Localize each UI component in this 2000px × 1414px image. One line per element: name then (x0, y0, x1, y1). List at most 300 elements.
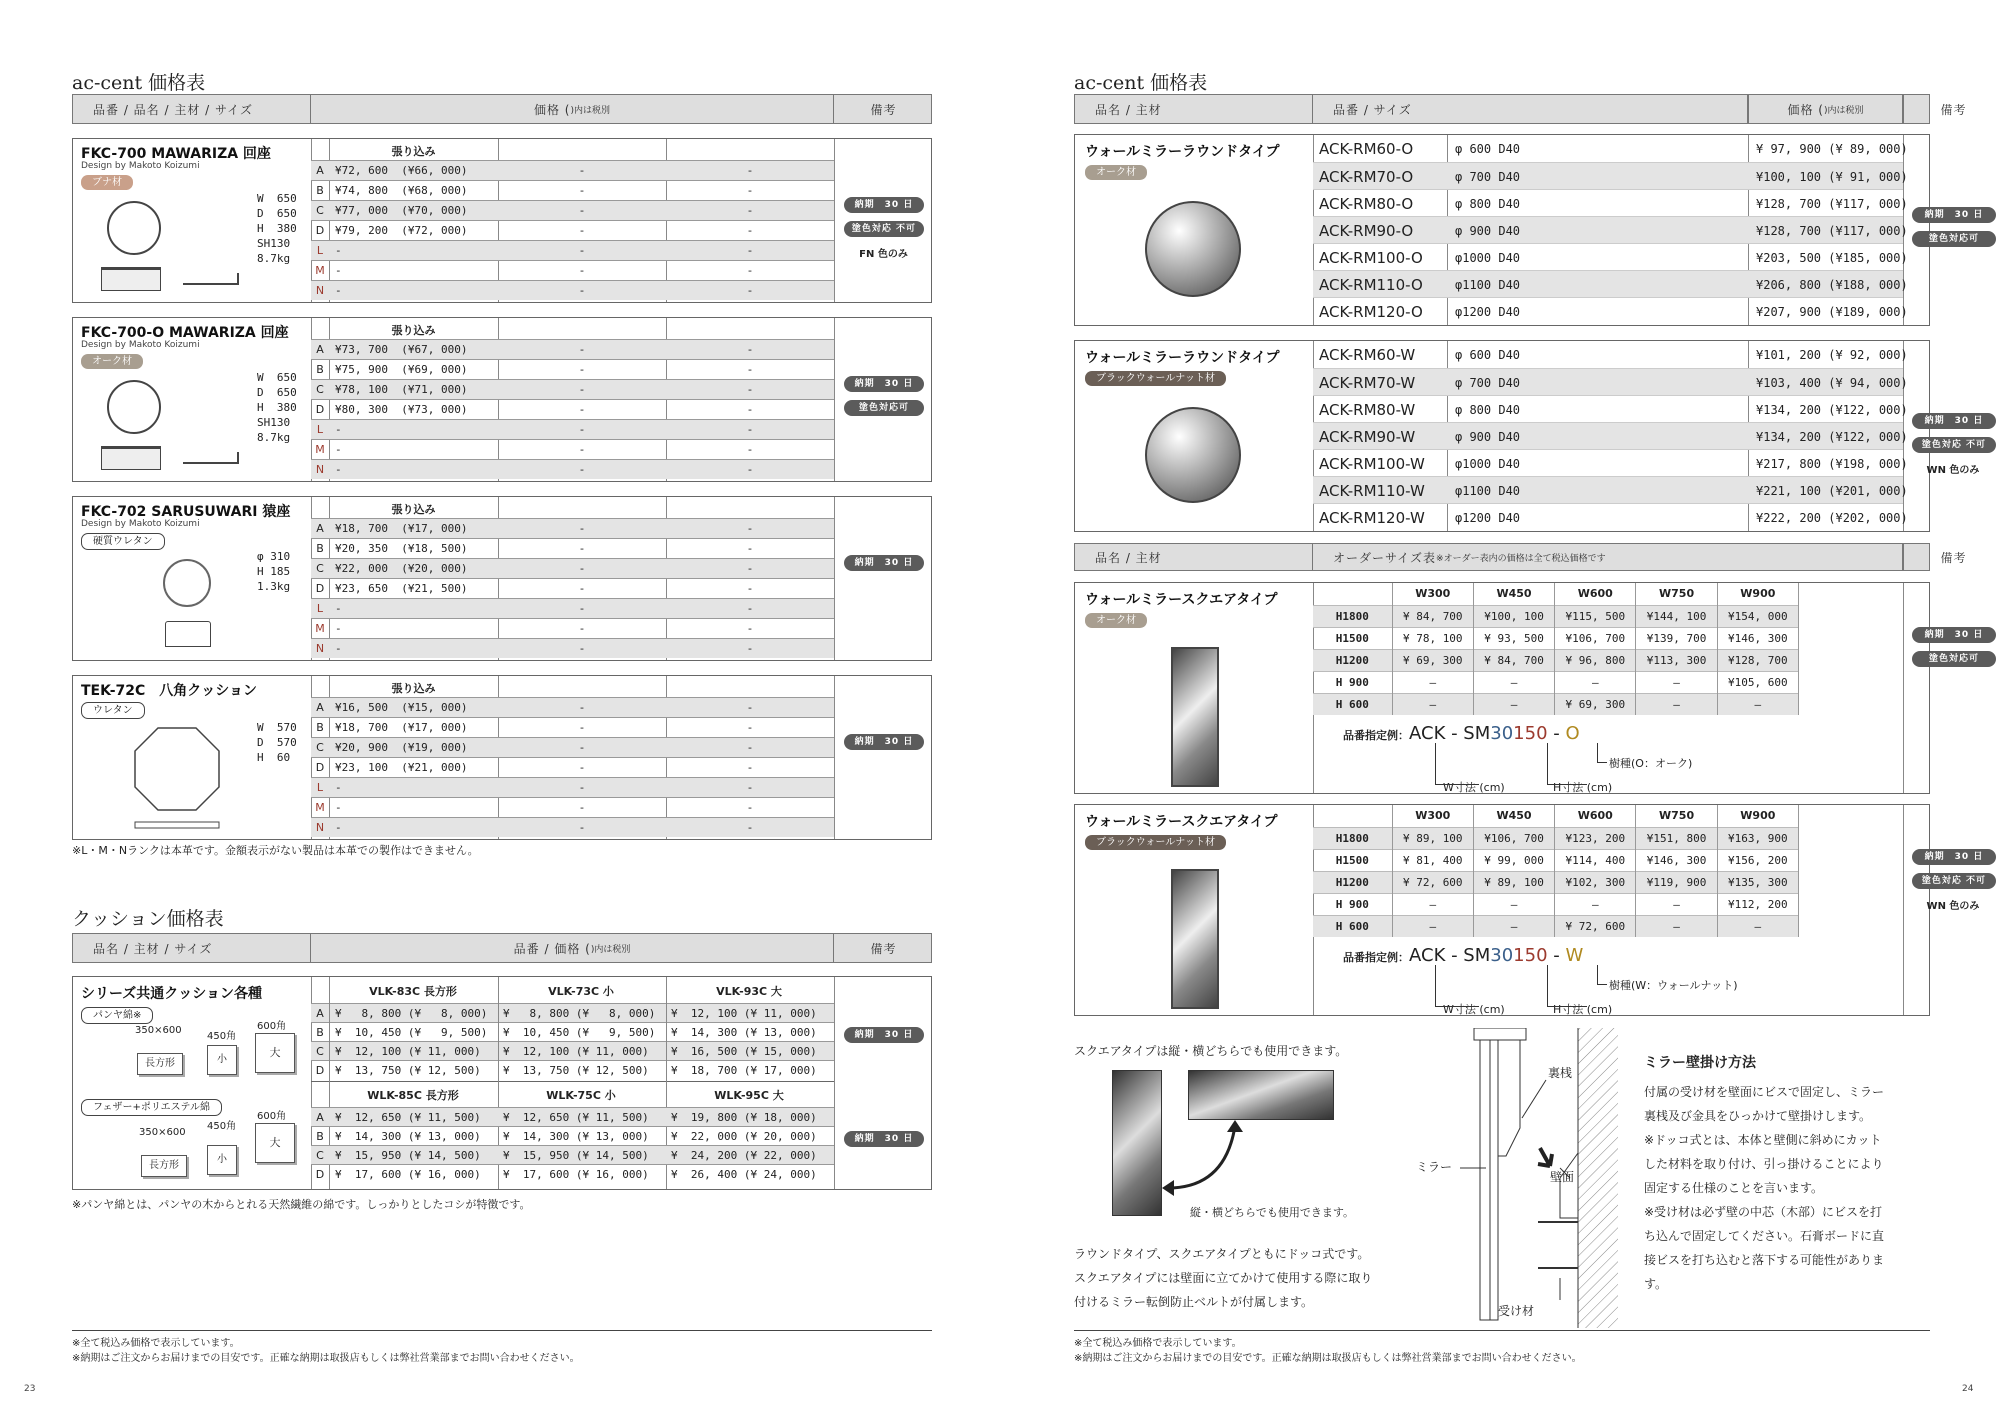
note-pill: 塗色対応 不可 (1912, 437, 1996, 453)
mirror-row (1313, 270, 1908, 297)
right-table-header (1074, 94, 1967, 124)
order-price: – (1473, 893, 1554, 915)
mirror-row (1313, 368, 1908, 395)
r-header-col-item: 品名 / 主材 (1075, 95, 1313, 123)
empty-price: - (580, 443, 584, 456)
cushion-price: ¥ 16, 500 (¥ 15, 000) (671, 1045, 817, 1058)
price-value: - (335, 821, 342, 834)
rank-label: A (316, 164, 324, 177)
divider (834, 139, 835, 302)
empty-price: - (580, 363, 584, 376)
rank-label: A (316, 701, 324, 714)
price-value: ¥77, 000 (¥70, 000) (335, 204, 468, 217)
hang-line-6: ※受け材は必ず壁の中芯（木部）にビスを打 (1644, 1205, 1883, 1219)
mirror-size: φ1000 D40 (1455, 457, 1521, 471)
material-tag: ブラックウォールナット材 (1085, 371, 1226, 386)
order-price: – (1392, 893, 1473, 915)
empty-price: - (748, 582, 752, 595)
corner-cell (1313, 805, 1392, 827)
empty-price: - (748, 164, 752, 177)
order-row (1313, 893, 1799, 915)
mirror-row (1313, 341, 1908, 368)
cushion-col-head: VLK-83C 長方形 (369, 985, 457, 998)
empty-price: - (748, 343, 752, 356)
price-value: ¥75, 900 (¥69, 000) (335, 363, 468, 376)
mirror-name: ウォールミラーラウンドタイプ (1085, 350, 1280, 366)
cushion-row (311, 1126, 834, 1145)
order-price: ¥ 93, 500 (1473, 627, 1554, 649)
r-header-col-code: 品番 / サイズ (1313, 95, 1748, 123)
empty-price: - (580, 164, 584, 177)
price-row (311, 200, 834, 220)
cushion-price: ¥ 14, 300 (¥ 13, 000) (335, 1130, 481, 1143)
price-value: - (335, 781, 342, 794)
example-wood: O (1565, 723, 1580, 744)
mirror-row (1313, 162, 1908, 189)
order-price: – (1717, 693, 1798, 715)
order-price: ¥139, 700 (1636, 627, 1717, 649)
part-number-example (1343, 945, 1583, 966)
cushion-price: ¥ 22, 000 (¥ 20, 000) (671, 1130, 817, 1143)
empty-price: - (580, 383, 584, 396)
cushion-price: ¥ 13, 750 (¥ 12, 500) (503, 1064, 649, 1077)
price-row (311, 160, 834, 180)
product-name: FKC-700 MAWARIZA 回座 (81, 146, 271, 162)
empty-price: - (748, 363, 752, 376)
price-value: - (335, 463, 342, 476)
price-row (311, 558, 834, 578)
cushion-price: ¥ 24, 200 (¥ 22, 000) (671, 1149, 817, 1162)
mirror-horizontal (1188, 1070, 1334, 1120)
price-value: - (335, 622, 342, 635)
empty-price: - (748, 522, 752, 535)
note-pill: 納期 30 日 (844, 734, 924, 750)
rank-label: C (316, 383, 324, 396)
price-row (311, 180, 834, 200)
empty-price: - (748, 383, 752, 396)
size-600: 600角 (257, 1021, 287, 1032)
hang-line-1: 付属の受け材を壁面にビスで固定し、ミラー (1644, 1085, 1885, 1099)
price-row (311, 737, 834, 757)
order-size-table (1313, 583, 1799, 715)
order-price: – (1555, 671, 1636, 693)
cushion-price: ¥ 8, 800 (¥ 8, 000) (335, 1007, 488, 1020)
price-row (311, 518, 834, 538)
right-footer-rule (1074, 1330, 1930, 1331)
product-block (72, 138, 932, 303)
example-w-label: W寸法 (cm) (1443, 1003, 1505, 1016)
stool-front-view (165, 621, 211, 647)
chair-front-view (101, 267, 161, 291)
order-price: ¥ 78, 100 (1392, 627, 1473, 649)
order-price: ¥146, 300 (1717, 627, 1798, 649)
mirror-price: ¥128, 700 (¥117, 000) (1756, 224, 1908, 238)
rank-label: C (316, 1149, 324, 1162)
example-wood-label: 樹種(W：ウォールナット) (1609, 979, 1738, 992)
mirror-code: ACK-RM60-W (1319, 346, 1416, 364)
price-row (311, 538, 834, 558)
empty-price: - (580, 602, 584, 615)
order-row (1313, 827, 1799, 849)
wood-leader (1597, 743, 1607, 763)
size-350x600: 350×600 (135, 1025, 182, 1036)
square-use-text: スクエアタイプは縦・横どちらでも使用できます。 (1074, 1044, 1348, 1058)
order-price: ¥163, 900 (1717, 827, 1798, 849)
width-head: W600 (1555, 583, 1636, 605)
empty-price: - (748, 204, 752, 217)
mirror-code: ACK-RM70-W (1319, 374, 1416, 392)
cushion-col-head: WLK-85C 長方形 (367, 1089, 459, 1102)
round-mirror-image (1145, 407, 1241, 503)
note-pill: 納期 30 日 (1912, 413, 1996, 429)
empty-price: - (580, 522, 584, 535)
empty-price: - (748, 244, 752, 257)
mirror-size: φ1200 D40 (1455, 305, 1521, 319)
height-head: H1200 (1313, 649, 1392, 671)
material-tag: ブナ材 (81, 175, 133, 190)
cushion-block (72, 976, 932, 1190)
pillow-small-2: 小 (207, 1145, 237, 1175)
note-text: WN 色のみ (1926, 901, 1980, 912)
cushion-price: ¥ 10, 450 (¥ 9, 500) (503, 1026, 656, 1039)
note-pill: 塗色対応 不可 (844, 221, 924, 237)
left-title: ac-cent 価格表 (72, 72, 206, 94)
price-row (311, 638, 834, 658)
order-row (1313, 849, 1799, 871)
dokko-line-2: スクエアタイプには壁面に立てかけて使用する際に取り (1074, 1271, 1373, 1285)
header-price-label: 価格 ( (533, 102, 571, 117)
order-price: ¥ 72, 600 (1392, 871, 1473, 893)
price-value: ¥72, 600 (¥66, 000) (335, 164, 468, 177)
empty-price: - (748, 423, 752, 436)
hang-text (1644, 1080, 1884, 1296)
dokko-line-1: ラウンドタイプ、スクエアタイプともにドッコ式です。 (1074, 1247, 1370, 1261)
dokko-line-3: 付けるミラー転倒防止ベルトが付属します。 (1074, 1295, 1314, 1309)
order-price: – (1555, 893, 1636, 915)
empty-price: - (748, 463, 752, 476)
size-450-2: 450角 (207, 1121, 237, 1132)
order-price: – (1636, 893, 1717, 915)
header-col-price (311, 95, 834, 123)
chair-top-view (107, 380, 161, 434)
cushion-price: ¥ 26, 400 (¥ 24, 000) (671, 1168, 817, 1181)
empty-price: - (748, 741, 752, 754)
mirror-code: ACK-RM120-O (1319, 303, 1423, 321)
empty-price: - (580, 801, 584, 814)
rank-label: D (315, 761, 325, 774)
stool-top-view (163, 559, 211, 607)
mirror-size: φ 700 D40 (1455, 170, 1521, 184)
width-head: W300 (1392, 805, 1473, 827)
example-height: 150 (1513, 945, 1548, 966)
material-tag: オーク材 (81, 354, 143, 369)
order-price: ¥ 84, 700 (1473, 649, 1554, 671)
hang-title: ミラー壁掛け方法 (1644, 1055, 1756, 1071)
mirror-name: ウォールミラースクエアタイプ (1085, 814, 1278, 830)
order-row (1313, 627, 1799, 649)
empty-price: - (748, 701, 752, 714)
order-price: ¥135, 300 (1717, 871, 1798, 893)
empty-price: - (748, 642, 752, 655)
price-row (311, 817, 834, 837)
cushion-price: ¥ 14, 300 (¥ 13, 000) (671, 1026, 817, 1039)
mirror-size: φ1100 D40 (1455, 484, 1521, 498)
rank-label: B (316, 363, 324, 376)
mirror-code: ACK-RM80-W (1319, 401, 1416, 419)
o-header-col-order (1313, 544, 1903, 570)
empty-price: - (580, 204, 584, 217)
rotate-arrow-icon (1160, 1118, 1250, 1198)
order-price: ¥ 99, 000 (1473, 849, 1554, 871)
cushion-material-1: パンヤ綿※ (81, 1007, 153, 1024)
mirror-code: ACK-RM110-O (1319, 276, 1423, 294)
order-price: ¥154, 000 (1717, 605, 1798, 627)
o-header-order-label: オーダーサイズ表 (1333, 550, 1437, 565)
product-designer: Design by Makoto Koizumi (81, 340, 200, 350)
height-head: H1500 (1313, 627, 1392, 649)
empty-price: - (748, 602, 752, 615)
empty-price: - (580, 701, 584, 714)
r-header-price-sub: )内は税別 (1823, 105, 1864, 116)
price-value: ¥22, 000 (¥20, 000) (335, 562, 468, 575)
price-row (311, 459, 834, 479)
order-row (1313, 671, 1799, 693)
rank-label: A (316, 343, 324, 356)
height-head: H 900 (1313, 893, 1392, 915)
rank-label: D (315, 1064, 325, 1077)
mirror-code: ACK-RM70-O (1319, 168, 1414, 186)
mirror-price: ¥ 97, 900 (¥ 89, 000) (1756, 142, 1908, 156)
cushion-row (311, 1107, 834, 1126)
mirror-price: ¥128, 700 (¥117, 000) (1756, 197, 1908, 211)
cushion-price: ¥ 12, 650 (¥ 11, 500) (503, 1111, 649, 1124)
product-name: FKC-700-O MAWARIZA 回座 (81, 325, 289, 341)
price-row (311, 757, 834, 777)
rank-label: L (316, 781, 324, 794)
empty-price: - (748, 562, 752, 575)
rank-label: A (316, 1111, 324, 1124)
example-prefix: ACK - SM (1409, 723, 1491, 744)
mirror-code: ACK-RM60-O (1319, 140, 1414, 158)
empty-price: - (580, 264, 584, 277)
order-price: ¥ 96, 800 (1555, 649, 1636, 671)
pillow-large-2: 大 (255, 1123, 295, 1163)
product-block (72, 317, 932, 482)
price-col-head: 張り込み (391, 145, 436, 158)
square-mirror-block (1074, 804, 1987, 1016)
o-header-order-sub: ※オーダー表内の価格は全て税込価格です (1436, 553, 1606, 564)
part-number-example (1343, 723, 1580, 744)
width-head: W750 (1636, 583, 1717, 605)
order-price: ¥105, 600 (1717, 671, 1798, 693)
cushion-header-col-notes: 備考 (870, 941, 897, 956)
rank-label: B (316, 184, 324, 197)
rank-label: D (315, 224, 325, 237)
example-wood-label: 樹種(O：オーク) (1609, 757, 1693, 770)
square-mirror-block (1074, 582, 1984, 794)
rank-label: N (315, 463, 325, 476)
order-row (1313, 915, 1799, 937)
example-h-label: H寸法 (cm) (1553, 781, 1613, 794)
divider (834, 497, 835, 660)
price-value: ¥20, 900 (¥19, 000) (335, 741, 468, 754)
mirror-price: ¥221, 100 (¥201, 000) (1756, 484, 1908, 498)
mirror-size: φ1100 D40 (1455, 278, 1521, 292)
order-price: ¥ 72, 600 (1555, 915, 1636, 937)
example-wood: W (1565, 945, 1584, 966)
mirror-price: ¥217, 800 (¥198, 000) (1756, 457, 1908, 471)
height-head: H 600 (1313, 915, 1392, 937)
o-header-col-item: 品名 / 主材 (1075, 544, 1313, 570)
price-row (311, 339, 834, 359)
height-head: H 900 (1313, 671, 1392, 693)
order-price: ¥112, 200 (1717, 893, 1798, 915)
cushion-price: ¥ 17, 600 (¥ 16, 000) (503, 1168, 649, 1181)
product-spec: W 570 D 570 H 60 (257, 721, 297, 764)
price-value: ¥73, 700 (¥67, 000) (335, 343, 468, 356)
cushion-price: ¥ 15, 950 (¥ 14, 500) (335, 1149, 481, 1162)
material-tag: オーク材 (1085, 165, 1147, 180)
cushion-table-header (72, 933, 932, 963)
order-price: – (1636, 671, 1717, 693)
order-price: ¥106, 700 (1555, 627, 1636, 649)
left-table-header (72, 94, 932, 124)
cushion-header-col-price (311, 934, 834, 962)
product-designer: Design by Makoto Koizumi (81, 519, 200, 529)
mirror-code: ACK-RM90-W (1319, 428, 1416, 446)
order-price: – (1636, 915, 1717, 937)
price-value: ¥74, 800 (¥68, 000) (335, 184, 468, 197)
order-price: ¥123, 200 (1555, 827, 1636, 849)
price-value: - (335, 264, 342, 277)
product-name: TEK-72C 八角クッション (81, 683, 258, 699)
mirror-code: ACK-RM80-O (1319, 195, 1414, 213)
mirror-row (1313, 395, 1908, 422)
mirror-size: φ 600 D40 (1455, 142, 1521, 156)
mirror-row (1313, 297, 1908, 324)
order-price: ¥144, 100 (1636, 605, 1717, 627)
right-title: ac-cent 価格表 (1074, 72, 1208, 94)
height-head: H 600 (1313, 693, 1392, 715)
label-urasan: 裏桟 (1548, 1066, 1573, 1080)
order-table-header (1074, 543, 1967, 571)
price-value: - (335, 284, 342, 297)
note-pill: 塗色対応可 (1912, 231, 1996, 247)
note-pill: 納期 30 日 (844, 555, 924, 571)
order-row (1313, 605, 1799, 627)
mirror-size: φ1000 D40 (1455, 251, 1521, 265)
price-value: - (335, 423, 342, 436)
note-pill: 納期 30 日 (844, 1027, 924, 1043)
mirror-row (1313, 216, 1908, 243)
product-spec: W 650 D 650 H 380 SH130 8.7kg (257, 192, 297, 265)
empty-price: - (580, 562, 584, 575)
mirror-price: ¥100, 100 (¥ 91, 000) (1756, 170, 1908, 184)
hang-line-2: 裏桟及び金具をひっかけて壁掛けします。 (1644, 1109, 1872, 1123)
empty-price: - (748, 284, 752, 297)
empty-price: - (580, 642, 584, 655)
price-value: ¥78, 100 (¥71, 000) (335, 383, 468, 396)
price-value: - (335, 443, 342, 456)
mirror-row (1313, 243, 1908, 270)
price-value: ¥16, 500 (¥15, 000) (335, 701, 468, 714)
cushion-price: ¥ 15, 950 (¥ 14, 500) (503, 1149, 649, 1162)
rank-label: D (315, 1168, 325, 1181)
pillow-rect-2: 長方形 (141, 1155, 187, 1177)
price-value: ¥18, 700 (¥17, 000) (335, 721, 468, 734)
mirror-name: ウォールミラーラウンドタイプ (1085, 144, 1280, 160)
mirror-price: ¥101, 200 (¥ 92, 000) (1756, 348, 1908, 362)
pillow-small: 小 (207, 1045, 237, 1075)
order-size-table (1313, 805, 1799, 937)
mirror-price: ¥206, 800 (¥188, 000) (1756, 278, 1908, 292)
example-w-label: W寸法 (cm) (1443, 781, 1505, 794)
order-price: ¥100, 100 (1473, 605, 1554, 627)
rank-label: N (315, 821, 325, 834)
header-col-notes: 備考 (870, 102, 897, 117)
cushion-price: ¥ 18, 700 (¥ 17, 000) (671, 1064, 817, 1077)
cushion-header-col-item: 品名 / 主材 / サイズ (73, 934, 311, 962)
order-price: ¥ 81, 400 (1392, 849, 1473, 871)
order-row (1313, 649, 1799, 671)
price-value: ¥18, 700 (¥17, 000) (335, 522, 468, 535)
rank-label: B (316, 1130, 324, 1143)
order-price: – (1392, 693, 1473, 715)
height-head: H1500 (1313, 849, 1392, 871)
empty-price: - (580, 463, 584, 476)
height-head: H1200 (1313, 871, 1392, 893)
height-head: H1800 (1313, 605, 1392, 627)
product-name: FKC-702 SARUSUWARI 猿座 (81, 504, 291, 520)
order-price: – (1473, 693, 1554, 715)
rank-label: B (316, 542, 324, 555)
empty-price: - (748, 443, 752, 456)
h-leader (1547, 965, 1587, 1007)
width-head: W600 (1555, 805, 1636, 827)
order-price: ¥ 89, 100 (1473, 871, 1554, 893)
size-350x600-2: 350×600 (139, 1127, 186, 1138)
panya-note: ※パンヤ綿とは、パンヤの木からとれる天然繊維の綿です。しっかりとしたコシが特徴です。 (72, 1198, 531, 1211)
square-mirror-image (1171, 869, 1219, 1009)
note-pill: 塗色対応 不可 (1912, 873, 1996, 889)
example-sep: - (1547, 723, 1566, 744)
mirror-price: ¥207, 900 (¥189, 000) (1756, 305, 1908, 319)
price-row (311, 618, 834, 638)
cushion-header-price-label: 品番 / 価格 ( (513, 941, 591, 956)
price-row (311, 220, 834, 240)
price-row (311, 598, 834, 618)
price-col-head: 張り込み (391, 324, 436, 337)
label-uke: 受け材 (1498, 1304, 1535, 1318)
price-row (311, 797, 834, 817)
material-tag: オーク材 (1085, 613, 1147, 628)
w-leader (1435, 743, 1479, 785)
group-divider (311, 1081, 834, 1082)
empty-price: - (748, 224, 752, 237)
rank-label: C (316, 204, 324, 217)
example-width: 30 (1490, 723, 1514, 744)
cushion-price: ¥ 17, 600 (¥ 16, 000) (335, 1168, 481, 1181)
width-head: W900 (1717, 583, 1798, 605)
material-tag: 硬質ウレタン (81, 533, 165, 550)
empty-price: - (748, 801, 752, 814)
product-spec: φ 310 H 185 1.3kg (257, 550, 291, 593)
rank-label: B (316, 721, 324, 734)
example-prefix: ACK - SM (1409, 945, 1491, 966)
dokko-text (1074, 1242, 1372, 1314)
mirror-price: ¥134, 200 (¥122, 000) (1756, 430, 1908, 444)
chair-side-view (183, 452, 239, 464)
